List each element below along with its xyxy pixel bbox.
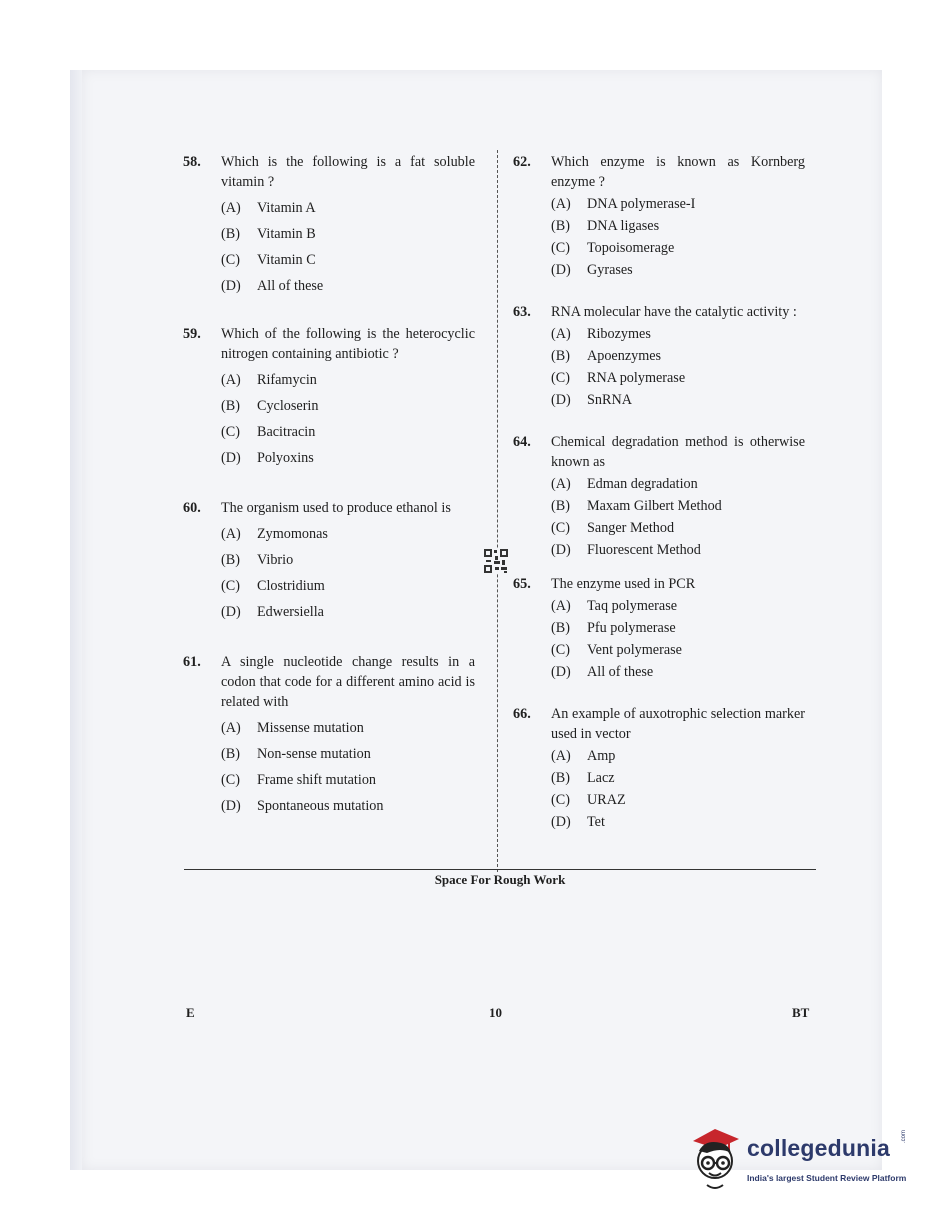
answer-option xyxy=(551,324,805,344)
answer-option xyxy=(551,596,805,616)
option-label: (C) xyxy=(221,424,240,440)
question-stem xyxy=(513,302,805,322)
answer-option xyxy=(551,812,805,832)
option-label: (C) xyxy=(551,520,570,536)
question-text: An example of auxotrophic selection marker used in vector xyxy=(551,706,805,742)
question-60 xyxy=(183,498,475,622)
answer-option xyxy=(221,198,475,218)
option-label: (C) xyxy=(221,578,240,594)
answer-option xyxy=(551,238,805,258)
answer-option xyxy=(551,618,805,638)
option-label: (B) xyxy=(221,552,240,568)
option-label: (B) xyxy=(551,498,570,514)
option-label: (C) xyxy=(221,772,240,788)
question-stem xyxy=(513,152,805,192)
option-label: (A) xyxy=(551,196,571,212)
answer-option xyxy=(221,422,475,442)
answer-option xyxy=(551,496,805,516)
option-text: DNA polymerase-I xyxy=(587,196,696,212)
question-number: 59. xyxy=(183,326,201,342)
option-text: Topoisomerage xyxy=(587,240,675,256)
option-label: (B) xyxy=(551,770,570,786)
question-number: 66. xyxy=(513,706,531,722)
option-text: Taq polymerase xyxy=(587,598,678,614)
option-text: Zymomonas xyxy=(257,526,328,542)
question-text: Which is the following is a fat soluble vitamin ? xyxy=(221,154,475,190)
option-label: (D) xyxy=(221,604,241,620)
question-58 xyxy=(183,152,475,296)
answer-option xyxy=(221,370,475,390)
rough-work-label: Space For Rough Work xyxy=(434,872,566,887)
answer-option xyxy=(221,448,475,468)
answer-option xyxy=(221,744,475,764)
option-text: Ribozymes xyxy=(587,326,651,342)
question-text: The organism used to produce ethanol is xyxy=(221,500,451,516)
answer-option xyxy=(551,640,805,660)
option-label: (A) xyxy=(221,720,241,736)
option-text: Bacitracin xyxy=(257,424,316,440)
option-text: Edwersiella xyxy=(257,604,324,620)
brand-tagline: India's largest Student Review Platform xyxy=(747,1173,907,1183)
option-text: Tet xyxy=(587,814,605,830)
option-text: Fluorescent Method xyxy=(587,542,701,558)
option-text: Vent polymerase xyxy=(587,642,682,658)
option-text: Vitamin B xyxy=(257,226,316,242)
question-text: Chemical degradation method is otherwise known as xyxy=(551,434,805,470)
question-63 xyxy=(513,302,805,410)
option-text: Lacz xyxy=(587,770,615,786)
option-text: Amp xyxy=(587,748,616,764)
option-text: Rifamycin xyxy=(257,372,317,388)
collegedunia-watermark xyxy=(685,1125,915,1195)
answer-option xyxy=(221,524,475,544)
answer-option xyxy=(551,260,805,280)
option-label: (D) xyxy=(221,450,241,466)
option-text: Spontaneous mutation xyxy=(257,798,384,814)
question-stem xyxy=(513,574,805,594)
option-label: (C) xyxy=(551,240,570,256)
brand-tld: .com xyxy=(901,1129,907,1143)
option-label: (D) xyxy=(551,664,571,680)
option-text: SnRNA xyxy=(587,392,632,408)
question-stem xyxy=(513,704,805,744)
option-label: (B) xyxy=(551,348,570,364)
option-label: (D) xyxy=(551,262,571,278)
answer-option xyxy=(551,346,805,366)
answer-option xyxy=(221,396,475,416)
option-text: Vitamin C xyxy=(257,252,316,268)
column-divider xyxy=(497,150,498,872)
question-text: RNA molecular have the catalytic activity : xyxy=(551,304,797,320)
option-label: (D) xyxy=(551,542,571,558)
question-number: 64. xyxy=(513,434,531,450)
qr-code-icon xyxy=(483,548,509,574)
option-label: (A) xyxy=(551,598,571,614)
option-label: (A) xyxy=(221,200,241,216)
question-number: 60. xyxy=(183,500,201,516)
option-label: (B) xyxy=(221,398,240,414)
option-text: Gyrases xyxy=(587,262,633,278)
option-label: (B) xyxy=(221,746,240,762)
option-text: Vitamin A xyxy=(257,200,316,216)
right-question-column xyxy=(513,152,805,832)
question-stem xyxy=(183,498,475,518)
option-text: Missense mutation xyxy=(257,720,364,736)
answer-option xyxy=(221,550,475,570)
question-text: Which enzyme is known as Kornberg enzyme ? xyxy=(551,154,805,190)
option-text: Edman degradation xyxy=(587,476,698,492)
footer-set-code: E xyxy=(186,1005,195,1020)
option-label: (A) xyxy=(221,526,241,542)
rough-work-rule xyxy=(184,869,816,870)
question-number: 58. xyxy=(183,154,201,170)
option-label: (C) xyxy=(551,792,570,808)
option-label: (A) xyxy=(551,326,571,342)
question-61 xyxy=(183,652,475,816)
option-text: DNA ligases xyxy=(587,218,660,234)
option-label: (D) xyxy=(551,814,571,830)
mascot-logo-icon xyxy=(685,1125,745,1195)
option-text: Frame shift mutation xyxy=(257,772,377,788)
option-text: Vibrio xyxy=(257,552,294,568)
question-62 xyxy=(513,152,805,280)
footer-subject-code: BT xyxy=(792,1005,810,1020)
option-label: (A) xyxy=(221,372,241,388)
answer-option xyxy=(551,194,805,214)
answer-option xyxy=(551,540,805,560)
answer-option xyxy=(221,224,475,244)
question-text: Which of the following is the heterocyclic nitrogen containing antibiotic ? xyxy=(221,326,475,362)
option-text: All of these xyxy=(257,278,324,294)
question-59 xyxy=(183,324,475,468)
option-label: (B) xyxy=(551,218,570,234)
question-text: The enzyme used in PCR xyxy=(551,576,696,592)
answer-option xyxy=(551,746,805,766)
answer-option xyxy=(221,576,475,596)
option-label: (D) xyxy=(551,392,571,408)
option-text: Sanger Method xyxy=(587,520,675,536)
option-label: (D) xyxy=(221,798,241,814)
option-text: Pfu polymerase xyxy=(587,620,676,636)
question-text: A single nucleotide change results in a codon that code for a different amino acid is related with xyxy=(221,654,475,710)
option-label: (B) xyxy=(221,226,240,242)
answer-option xyxy=(551,518,805,538)
question-number: 62. xyxy=(513,154,531,170)
question-number: 61. xyxy=(183,654,201,670)
option-text: Apoenzymes xyxy=(587,348,662,364)
question-stem xyxy=(513,432,805,472)
option-label: (B) xyxy=(551,620,570,636)
option-text: Maxam Gilbert Method xyxy=(587,498,722,514)
question-65 xyxy=(513,574,805,682)
option-label: (D) xyxy=(221,278,241,294)
option-label: (A) xyxy=(551,748,571,764)
answer-option xyxy=(221,276,475,296)
answer-option xyxy=(221,718,475,738)
option-label: (C) xyxy=(221,252,240,268)
answer-option xyxy=(221,250,475,270)
question-number: 65. xyxy=(513,576,531,592)
answer-option xyxy=(221,602,475,622)
question-stem xyxy=(183,152,475,192)
answer-option xyxy=(551,768,805,788)
answer-option xyxy=(551,474,805,494)
option-label: (C) xyxy=(551,370,570,386)
option-text: Cycloserin xyxy=(257,398,319,414)
answer-option xyxy=(551,390,805,410)
question-stem xyxy=(183,652,475,712)
option-text: Polyoxins xyxy=(257,450,314,466)
option-text: RNA polymerase xyxy=(587,370,686,386)
answer-option xyxy=(551,368,805,388)
question-stem xyxy=(183,324,475,364)
left-question-column xyxy=(183,152,475,816)
option-text: URAZ xyxy=(587,792,626,808)
question-number: 63. xyxy=(513,304,531,320)
option-text: Non-sense mutation xyxy=(257,746,371,762)
question-66 xyxy=(513,704,805,832)
footer-page-number: 10 xyxy=(489,1005,502,1020)
option-label: (C) xyxy=(551,642,570,658)
option-text: All of these xyxy=(587,664,654,680)
brand-name: collegedunia xyxy=(747,1135,890,1161)
answer-option xyxy=(551,662,805,682)
answer-option xyxy=(551,216,805,236)
option-text: Clostridium xyxy=(257,578,325,594)
option-label: (A) xyxy=(551,476,571,492)
answer-option xyxy=(221,770,475,790)
question-64 xyxy=(513,432,805,560)
answer-option xyxy=(551,790,805,810)
answer-option xyxy=(221,796,475,816)
